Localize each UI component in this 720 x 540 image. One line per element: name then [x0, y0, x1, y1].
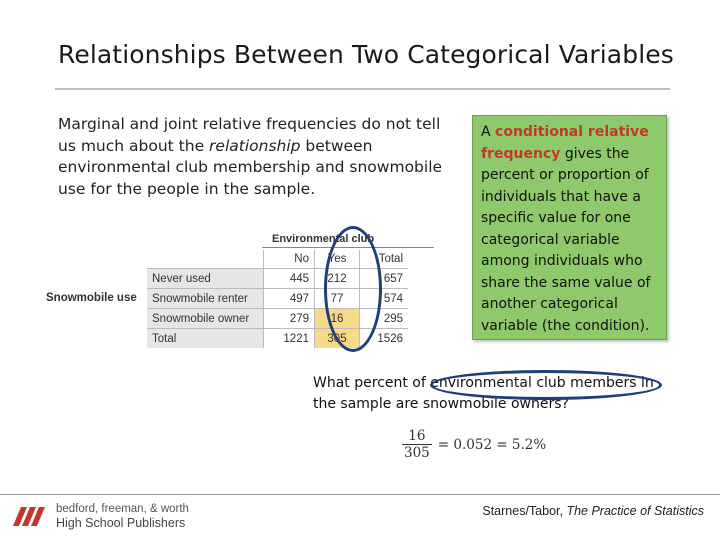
slide-title: Relationships Between Two Categorical Variables	[58, 40, 674, 69]
intro-text-part-1: Marginal and joint relative frequencies do not tell us much about the	[58, 115, 441, 155]
table-cell: 445	[264, 269, 315, 289]
fraction-numerator: 16	[408, 428, 426, 444]
fraction	[402, 428, 432, 461]
credit-authors: Starnes/Tabor,	[482, 504, 567, 518]
table-corner	[147, 250, 264, 269]
column-group-header: Environmental club	[272, 233, 375, 245]
table-cell: 212	[315, 269, 360, 289]
formula	[402, 428, 546, 461]
table-cell: 1526	[377, 332, 403, 345]
question-oval	[430, 370, 662, 400]
intro-text-part-2: between environmental club membership and snowmobile use for the people in the sample.	[58, 136, 443, 198]
table-cell: 497	[264, 289, 315, 309]
row-label: Snowmobile renter	[147, 289, 264, 309]
yes-column-oval	[324, 226, 382, 352]
fraction-denominator: 305	[404, 445, 430, 461]
publisher-line-1: bedford, freeman, & worth	[56, 503, 189, 515]
intro-text	[58, 114, 443, 200]
col-header-total: Total	[360, 250, 409, 269]
book-credit	[482, 504, 704, 518]
row-label: Total	[147, 329, 264, 349]
publisher-logo-icon	[12, 504, 46, 528]
col-header-no: No	[264, 250, 315, 269]
row-group-label: Snowmobile use	[46, 292, 137, 304]
publisher-line-2: High School Publishers	[56, 516, 186, 530]
highlighted-cell: 16	[315, 309, 360, 329]
definition-callout	[472, 115, 667, 340]
intro-text-emphasis: relationship	[209, 136, 301, 155]
publisher-logo	[12, 502, 189, 530]
highlighted-cell: 305	[315, 329, 360, 349]
table-cell: 657	[360, 269, 409, 289]
row-label: Snowmobile owner	[147, 309, 264, 329]
credit-book-title: The Practice of Statistics	[566, 504, 704, 518]
callout-prefix: A	[481, 124, 496, 140]
footer-divider	[0, 494, 720, 495]
publisher-name	[56, 502, 189, 530]
table-cell: 279	[264, 309, 315, 329]
table-cell: 1221	[264, 329, 315, 349]
col-header-yes: Yes	[315, 250, 360, 269]
callout-definition: gives the percent or proportion of individuals that have a specific value for one categorical variable among individuals who share the same value of another categorical variable (the condition).	[481, 145, 651, 334]
table-cell: 77	[315, 289, 360, 309]
table-cell: 574	[360, 289, 409, 309]
question-text: What percent of environmental club members in the sample are snowmobile owners?	[313, 375, 654, 412]
callout-term: conditional relative frequency	[481, 124, 649, 162]
row-label: Never used	[147, 269, 264, 289]
title-divider	[55, 88, 670, 90]
table-cell: 295	[360, 309, 409, 329]
formula-result: = 0.052 = 5.2%	[437, 436, 547, 453]
